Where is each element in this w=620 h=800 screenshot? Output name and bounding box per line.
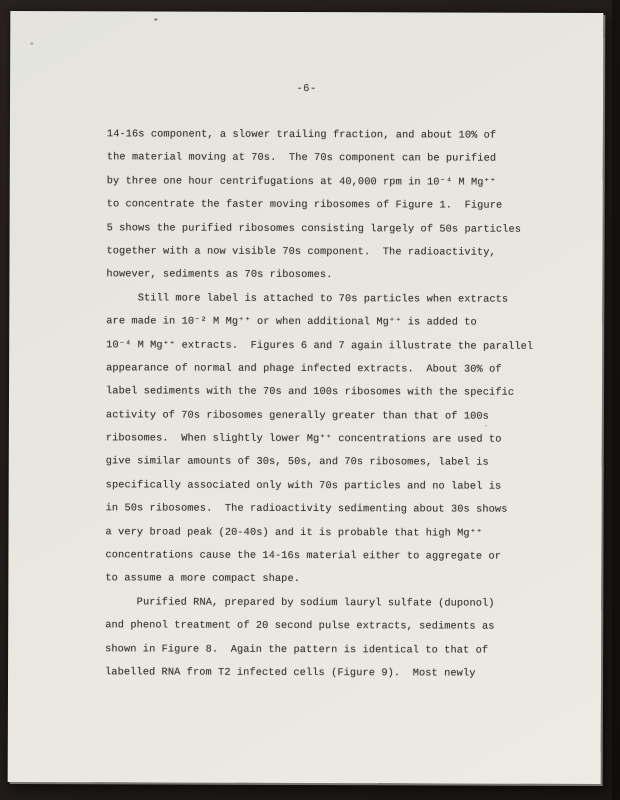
text-line: are made in 10⁻² M Mg⁺⁺ or when additional Mg⁺⁺ is added to <box>106 315 477 329</box>
text-line: label sediments with the 70s and 100s ribosomes with the specific <box>105 385 515 400</box>
text-line: Still more label is attached to 70s particles when extracts <box>106 292 509 306</box>
text-line: the material moving at 70s. The 70s component can be purified <box>106 151 497 166</box>
text-line: 5 shows the purified ribosomes consisting largely of 50s particles <box>106 221 522 236</box>
page-number: -6- <box>296 82 317 96</box>
text-line: shown in Figure 8. Again the pattern is identical to that of <box>105 642 489 657</box>
text-line: together with a now visible 70s component. The radioactivity, <box>106 245 496 259</box>
text-line: concentrations cause the 14-16s material either to aggregate or <box>105 549 502 563</box>
paper-speck <box>154 18 157 20</box>
text-line: ribosomes. When slightly lower Mg⁺⁺ concentrations are used to <box>105 432 502 446</box>
text-line: a very broad peak (20-40s) and it is probable that high Mg⁺⁺ <box>105 525 483 540</box>
text-line: 14-16s component, a slower trailing fraction, and about 10% of <box>106 128 497 142</box>
document-body <box>105 123 534 686</box>
text-line: in 50s ribosomes. The radioactivity sedimenting about 30s shows <box>105 502 508 516</box>
text-line: to assume a more compact shape. <box>105 572 301 586</box>
text-line: however, sediments as 70s ribosomes. <box>106 268 333 282</box>
text-line: appearance of normal and phage infected extracts. About 30% of <box>106 362 502 376</box>
document-page <box>8 11 604 784</box>
paper-speck <box>30 42 33 45</box>
text-line: 10⁻⁴ M Mg⁺⁺ extracts. Figures 6 and 7 again illustrate the parallel <box>106 338 534 353</box>
text-line: specifically associated only with 70s particles and no label is <box>105 479 502 493</box>
text-line: by three one hour centrifugations at 40,000 rpm in 10⁻⁴ M Mg⁺⁺ <box>106 175 497 189</box>
text-line: Purified RNA, prepared by sodium lauryl sulfate (duponol) <box>105 596 495 610</box>
text-line: to concentrate the faster moving ribosomes of Figure 1. Figure <box>106 198 503 212</box>
text-line: activity of 70s ribosomes generally greater than that of 100s <box>105 408 489 423</box>
text-line: and phenol treatment of 20 second pulse extracts, sediments as <box>105 619 495 633</box>
text-line: labelled RNA from T2 infected cells (Figure 9). Most newly <box>105 666 476 680</box>
text-line: give similar amounts of 30s, 50s, and 70s ribosomes, label is <box>105 455 489 470</box>
